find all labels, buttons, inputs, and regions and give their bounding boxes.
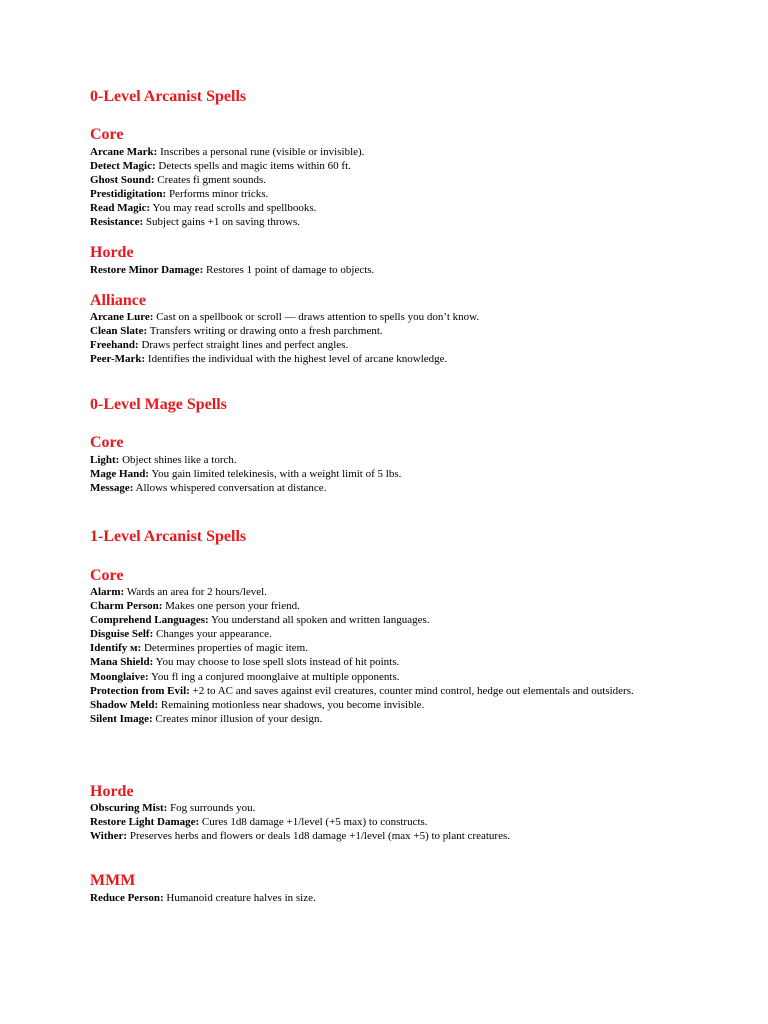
spell-description: Creates fi gment sounds. bbox=[154, 174, 267, 187]
spell-name: Identify м: bbox=[90, 642, 142, 655]
spell-entry bbox=[90, 187, 690, 201]
spell-description: Preserves herbs and flowers or deals 1d8 damage +1/level (max +5) to plant creatures. bbox=[127, 830, 510, 843]
spell-entry bbox=[90, 801, 690, 815]
spell-name: Reduce Person: bbox=[90, 892, 164, 904]
spell-list bbox=[90, 453, 690, 495]
spell-entry bbox=[90, 641, 690, 655]
spell-description: Transfers writing or drawing onto a fresh parchment. bbox=[147, 325, 383, 338]
spell-name: Read Magic: bbox=[90, 202, 151, 215]
spell-entry bbox=[90, 815, 690, 829]
spell-name: Mana Shield: bbox=[90, 656, 154, 669]
spell-name: Peer-Mark: bbox=[90, 353, 146, 366]
spell-name: Resistance: bbox=[90, 216, 144, 229]
spell-description: You fl ing a conjured moonglaive at multiple opponents. bbox=[148, 670, 400, 683]
spell-name: Freehand: bbox=[90, 339, 139, 352]
spell-description: Cures 1d8 damage +1/level (+5 max) to constructs. bbox=[199, 816, 428, 829]
spell-name: Message: bbox=[90, 482, 134, 495]
spell-description: Allows whispered conversation at distance. bbox=[133, 482, 327, 495]
spell-name: Charm Person: bbox=[90, 600, 163, 613]
spell-name: Restore Minor Damage: bbox=[90, 264, 204, 276]
spell-entry bbox=[90, 585, 690, 599]
group-heading: Horde bbox=[90, 783, 134, 800]
spell-name: Clean Slate: bbox=[90, 325, 148, 338]
spell-list bbox=[90, 891, 690, 905]
spell-name: Arcane Mark: bbox=[90, 146, 158, 158]
spell-entry bbox=[90, 263, 690, 277]
spell-list bbox=[90, 801, 690, 843]
spell-name: Comprehend Languages: bbox=[90, 614, 209, 627]
spell-description: You gain limited telekinesis, with a weight limit of 5 lbs. bbox=[148, 468, 402, 481]
spell-name: Ghost Sound: bbox=[90, 174, 155, 187]
spell-description: Inscribes a personal rune (visible or invisible). bbox=[157, 146, 365, 158]
spell-entry bbox=[90, 684, 690, 698]
spell-entry bbox=[90, 173, 690, 187]
spell-entry bbox=[90, 338, 690, 352]
spell-entry bbox=[90, 324, 690, 338]
section-title: 0-Level Arcanist Spells bbox=[90, 88, 247, 105]
spell-entry bbox=[90, 891, 690, 905]
group-heading: Core bbox=[90, 434, 124, 451]
group-heading: Core bbox=[90, 126, 124, 143]
spell-description: Object shines like a torch. bbox=[119, 454, 237, 466]
group-heading: Alliance bbox=[90, 292, 146, 309]
spell-description: Draws perfect straight lines and perfect angles. bbox=[138, 339, 349, 352]
spell-description: Remaining motionless near shadows, you become invisible. bbox=[158, 698, 425, 711]
spell-description: Humanoid creature halves in size. bbox=[163, 892, 316, 904]
spell-description: +2 to AC and saves against evil creatures, counter mind control, hedge out elementals and outsiders. bbox=[189, 684, 634, 697]
spell-entry bbox=[90, 627, 690, 641]
spell-entry bbox=[90, 670, 690, 684]
spell-entry bbox=[90, 655, 690, 669]
spell-name: Detect Magic: bbox=[90, 160, 156, 173]
spell-name: Shadow Meld: bbox=[90, 698, 159, 711]
spell-name: Alarm: bbox=[90, 586, 125, 598]
spell-entry bbox=[90, 352, 690, 366]
spell-description: Restores 1 point of damage to objects. bbox=[203, 264, 375, 276]
spell-entry bbox=[90, 310, 690, 324]
spell-description: Makes one person your friend. bbox=[162, 600, 300, 613]
spell-entry bbox=[90, 159, 690, 173]
spell-name: Obscuring Mist: bbox=[90, 802, 168, 814]
spell-entry bbox=[90, 481, 690, 495]
group-heading: MMM bbox=[90, 872, 136, 889]
group-heading: Core bbox=[90, 567, 124, 584]
spell-description: Wards an area for 2 hours/level. bbox=[124, 586, 267, 598]
spell-description: You understand all spoken and written languages. bbox=[208, 614, 430, 627]
spell-list bbox=[90, 310, 690, 366]
spell-list bbox=[90, 263, 690, 277]
spell-name: Disguise Self: bbox=[90, 628, 154, 641]
spell-description: Fog surrounds you. bbox=[167, 802, 256, 814]
spell-name: Protection from Evil: bbox=[90, 684, 190, 697]
spell-entry bbox=[90, 712, 690, 726]
spell-entry bbox=[90, 467, 690, 481]
spell-name: Prestidigitation: bbox=[90, 188, 167, 201]
spell-description: Subject gains +1 on saving throws. bbox=[143, 216, 300, 229]
spell-description: Creates minor illusion of your design. bbox=[152, 712, 323, 725]
spell-entry bbox=[90, 698, 690, 712]
spell-name: Silent Image: bbox=[90, 712, 153, 725]
spell-name: Light: bbox=[90, 454, 120, 466]
spell-name: Restore Light Damage: bbox=[90, 816, 200, 829]
spell-list bbox=[90, 145, 690, 230]
group-heading: Horde bbox=[90, 244, 134, 261]
spell-entry bbox=[90, 145, 690, 159]
spell-description: Identifies the individual with the highest level of arcane knowledge. bbox=[145, 353, 448, 366]
spell-description: Changes your appearance. bbox=[153, 628, 272, 641]
section-title: 1-Level Arcanist Spells bbox=[90, 528, 247, 545]
spell-description: Cast on a spellbook or scroll — draws attention to spells you don’t know. bbox=[153, 311, 480, 323]
spell-description: Detects spells and magic items within 60 ft. bbox=[155, 160, 351, 173]
spell-name: Wither: bbox=[90, 830, 128, 843]
section-title: 0-Level Mage Spells bbox=[90, 396, 227, 413]
spell-entry bbox=[90, 613, 690, 627]
spell-entry bbox=[90, 201, 690, 215]
spell-description: Determines properties of magic item. bbox=[141, 642, 308, 655]
spell-description: You may choose to lose spell slots instead of hit points. bbox=[153, 656, 400, 669]
spell-entry bbox=[90, 215, 690, 229]
spell-name: Mage Hand: bbox=[90, 468, 149, 481]
spell-name: Moonglaive: bbox=[90, 670, 149, 683]
spell-entry bbox=[90, 453, 690, 467]
spell-description: Performs minor tricks. bbox=[166, 188, 269, 201]
spell-entry bbox=[90, 829, 690, 843]
spell-description: You may read scrolls and spellbooks. bbox=[150, 202, 317, 215]
spell-entry bbox=[90, 599, 690, 613]
spell-list bbox=[90, 585, 690, 726]
spell-name: Arcane Lure: bbox=[90, 311, 154, 323]
